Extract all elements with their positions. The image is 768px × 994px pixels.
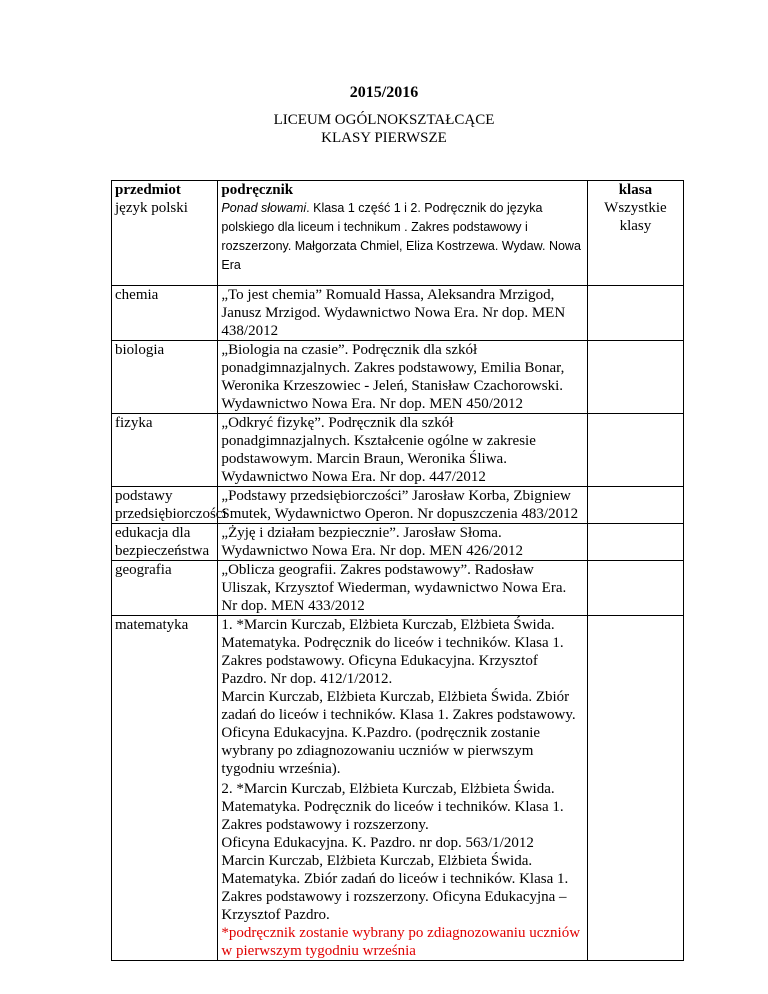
class-cell: Wszystkie klasy <box>587 199 683 286</box>
textbook-cell: „Odkryć fizykę”. Podręcznik dla szkół ponadgimnazjalnych. Kształcenie ogólne w zakresie podstawowym. Marcin Braun, Weronika Śliwa. Wydawnictwo Nowa Era. Nr dop. 447/2012 <box>218 414 587 487</box>
textbook-paragraph: Oficyna Edukacyjna. K. Pazdro. nr dop. 563/1/2012 <box>221 835 534 851</box>
table-header-row <box>112 181 684 200</box>
subject-cell: fizyka <box>112 414 218 487</box>
subject-cell: matematyka <box>112 616 218 961</box>
table-row <box>112 616 684 961</box>
header-class: klasa <box>587 181 683 200</box>
class-cell <box>587 561 683 616</box>
textbook-title: Ponad słowami <box>221 201 307 215</box>
textbook-cell <box>218 616 587 961</box>
textbook-cell: „Biologia na czasie”. Podręcznik dla szkół ponadgimnazjalnych. Zakres podstawowy, Emilia Bonar, Weronika Krzeszowiec - Jeleń, Stanisław Czachorowski. Wydawnictwo Nowa Era. Nr dop. MEN 450/2012 <box>218 341 587 414</box>
school-type: LICEUM OGÓLNOKSZTAŁCĄCE <box>273 112 495 128</box>
document-header <box>0 83 768 147</box>
header-subject: przedmiot <box>112 181 218 200</box>
subject-cell: język polski <box>112 199 218 286</box>
subject-cell: edukacja dla bezpieczeństwa <box>112 524 218 561</box>
subject-cell: podstawy przedsiębiorczości <box>112 487 218 524</box>
textbook-details: . Klasa 1 część 1 i 2. Podręcznik do języka polskiego dla liceum i technikum . Zakres podstawowy i rozszerzony. Małgorzata Chmiel, Eliza Kostrzewa. Wydaw. Nowa Era <box>221 201 581 272</box>
class-cell <box>587 341 683 414</box>
textbook-paragraph: Marcin Kurczab, Elżbieta Kurczab, Elżbieta Świda. Matematyka. Zbiór zadań do liceów i techników. Klasa 1. Zakres podstawowy i rozszerzony. Oficyna Edukacyjna – Krzysztof Pazdro. <box>221 853 569 923</box>
class-cell <box>587 616 683 961</box>
class-level: KLASY PIERWSZE <box>321 130 447 146</box>
textbook-cell: „Oblicza geografii. Zakres podstawowy”. Radosław Uliszak, Krzysztof Wiederman, wydawnictwo Nowa Era. Nr dop. MEN 433/2012 <box>218 561 587 616</box>
table-row <box>112 414 684 487</box>
textbook-cell: „Żyję i działam bezpiecznie”. Jarosław Słoma. Wydawnictwo Nowa Era. Nr dop. MEN 426/2012 <box>218 524 587 561</box>
class-cell <box>587 524 683 561</box>
school-year: 2015/2016 <box>349 84 419 101</box>
textbook-table <box>111 180 684 961</box>
textbook-paragraph: 1. *Marcin Kurczab, Elżbieta Kurczab, Elżbieta Świda. Matematyka. Podręcznik do liceów i techników. Klasa 1. Zakres podstawowy. Oficyna Edukacyjna. Krzysztof Pazdro. Nr dop. 412/1/2012. <box>221 617 564 687</box>
subject-cell: biologia <box>112 341 218 414</box>
table-row <box>112 341 684 414</box>
textbook-cell <box>218 199 587 286</box>
class-cell <box>587 487 683 524</box>
textbook-paragraph: 2. *Marcin Kurczab, Elżbieta Kurczab, Elżbieta Świda. Matematyka. Podręcznik do liceów i techników. Klasa 1. Zakres podstawowy i rozszerzony. <box>221 781 564 833</box>
table-row <box>112 561 684 616</box>
class-cell <box>587 286 683 341</box>
textbook-cell: „Podstawy przedsiębiorczości” Jarosław Korba, Zbigniew Smutek, Wydawnictwo Operon. Nr dopuszczenia 483/2012 <box>218 487 587 524</box>
header-textbook: podręcznik <box>218 181 587 200</box>
subject-cell: geografia <box>112 561 218 616</box>
selection-note: *podręcznik zostanie wybrany po zdiagnozowaniu uczniów w pierwszym tygodniu września <box>221 925 581 959</box>
table-row <box>112 199 684 286</box>
table-row <box>112 487 684 524</box>
table-row <box>112 524 684 561</box>
textbook-cell: „To jest chemia” Romuald Hassa, Aleksandra Mrzigod, Janusz Mrzigod. Wydawnictwo Nowa Era. Nr dop. MEN 438/2012 <box>218 286 587 341</box>
textbook-paragraph: Marcin Kurczab, Elżbieta Kurczab, Elżbieta Świda. Zbiór zadań do liceów i techników. Klasa 1. Zakres podstawowy. Oficyna Edukacyjna. K.Pazdro. (podręcznik zostanie wybrany po zdiagnozowaniu uczniów w pierwszym tygodniu września). <box>221 689 576 777</box>
table-row <box>112 286 684 341</box>
class-cell <box>587 414 683 487</box>
subject-cell: chemia <box>112 286 218 341</box>
